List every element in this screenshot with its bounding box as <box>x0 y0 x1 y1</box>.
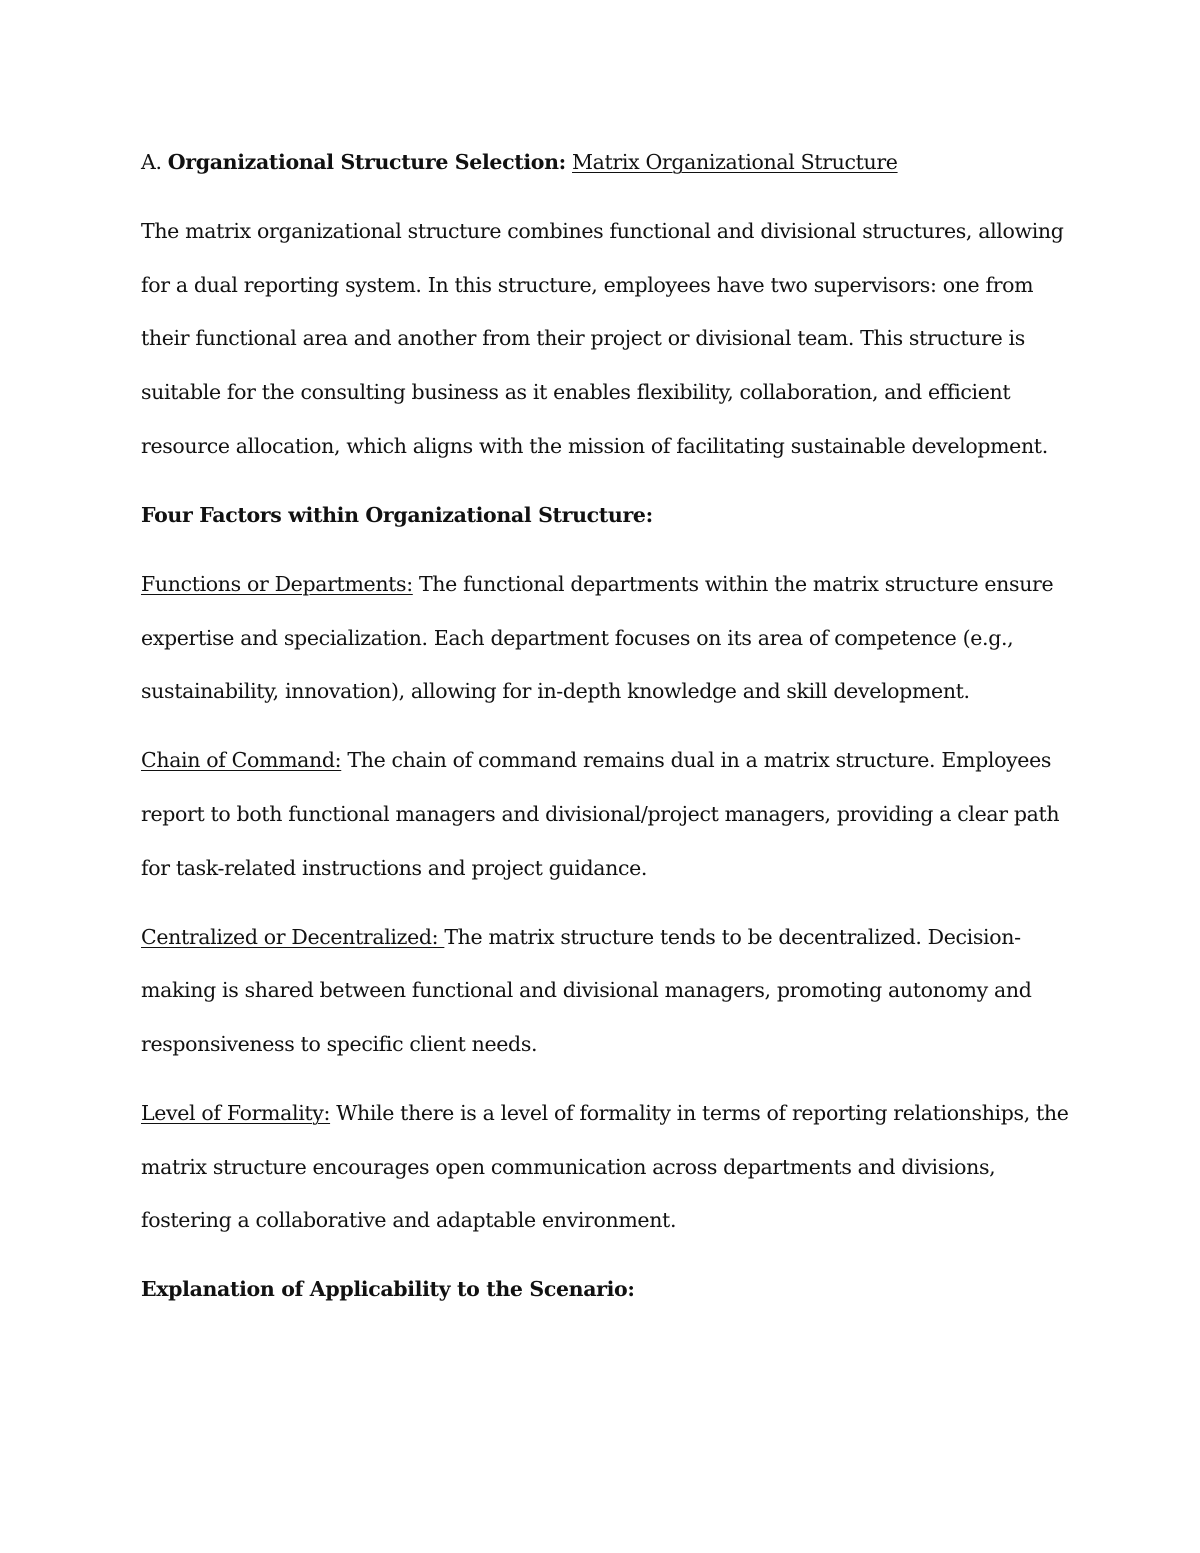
factor-term: Functions or Departments: <box>141 571 413 596</box>
section-a-selection: Matrix Organizational Structure <box>572 150 898 174</box>
factor-level-of-formality <box>141 1087 1076 1248</box>
factor-centralized-or-decentralized <box>141 911 1076 1072</box>
factor-text: The chain of command remains dual in a matrix structure. Employees report to both functional managers and divisional/project managers, providing a clear path for task-related instructions and project guidance. <box>141 748 1060 880</box>
factor-term: Level of Formality: <box>141 1101 331 1126</box>
applicability-heading: Explanation of Applicability to the Scenario: <box>141 1277 635 1302</box>
document-body <box>141 136 1076 1333</box>
factor-functions-or-departments <box>141 558 1076 719</box>
four-factors-heading: Four Factors within Organizational Structure: <box>141 502 653 527</box>
section-a-heading <box>141 136 1076 190</box>
factor-term: Chain of Command: <box>141 748 342 773</box>
factor-text: The functional departments within the matrix structure ensure expertise and specialization. Each department focuses on its area of competence (e.g., sustainability, innovation), allowing for in-depth knowledge and skill development. <box>141 571 1054 704</box>
intro-paragraph: The matrix organizational structure combines functional and divisional structures, allowing for a dual reporting system. In this structure, employees have two supervisors: one from their functional area and another from their project or divisional team. This structure is suitable for the consulting business as it enables flexibility, collaboration, and efficient resource allocation, which aligns with the mission of facilitating sustainable development. <box>141 219 1064 458</box>
factor-term: Centralized or Decentralized: <box>141 924 445 949</box>
factor-text: While there is a level of formality in terms of reporting relationships, the matrix structure encourages open communication across departments and divisions, fostering a collaborative and adaptable environment. <box>141 1101 1069 1233</box>
factor-chain-of-command <box>141 734 1076 895</box>
section-a-prefix: A. <box>141 150 168 174</box>
factor-text: The matrix structure tends to be decentralized. Decision-making is shared between functional and divisional managers, promoting autonomy and responsiveness to specific client needs. <box>141 924 1032 1056</box>
section-a-label: Organizational Structure Selection: <box>167 150 566 174</box>
